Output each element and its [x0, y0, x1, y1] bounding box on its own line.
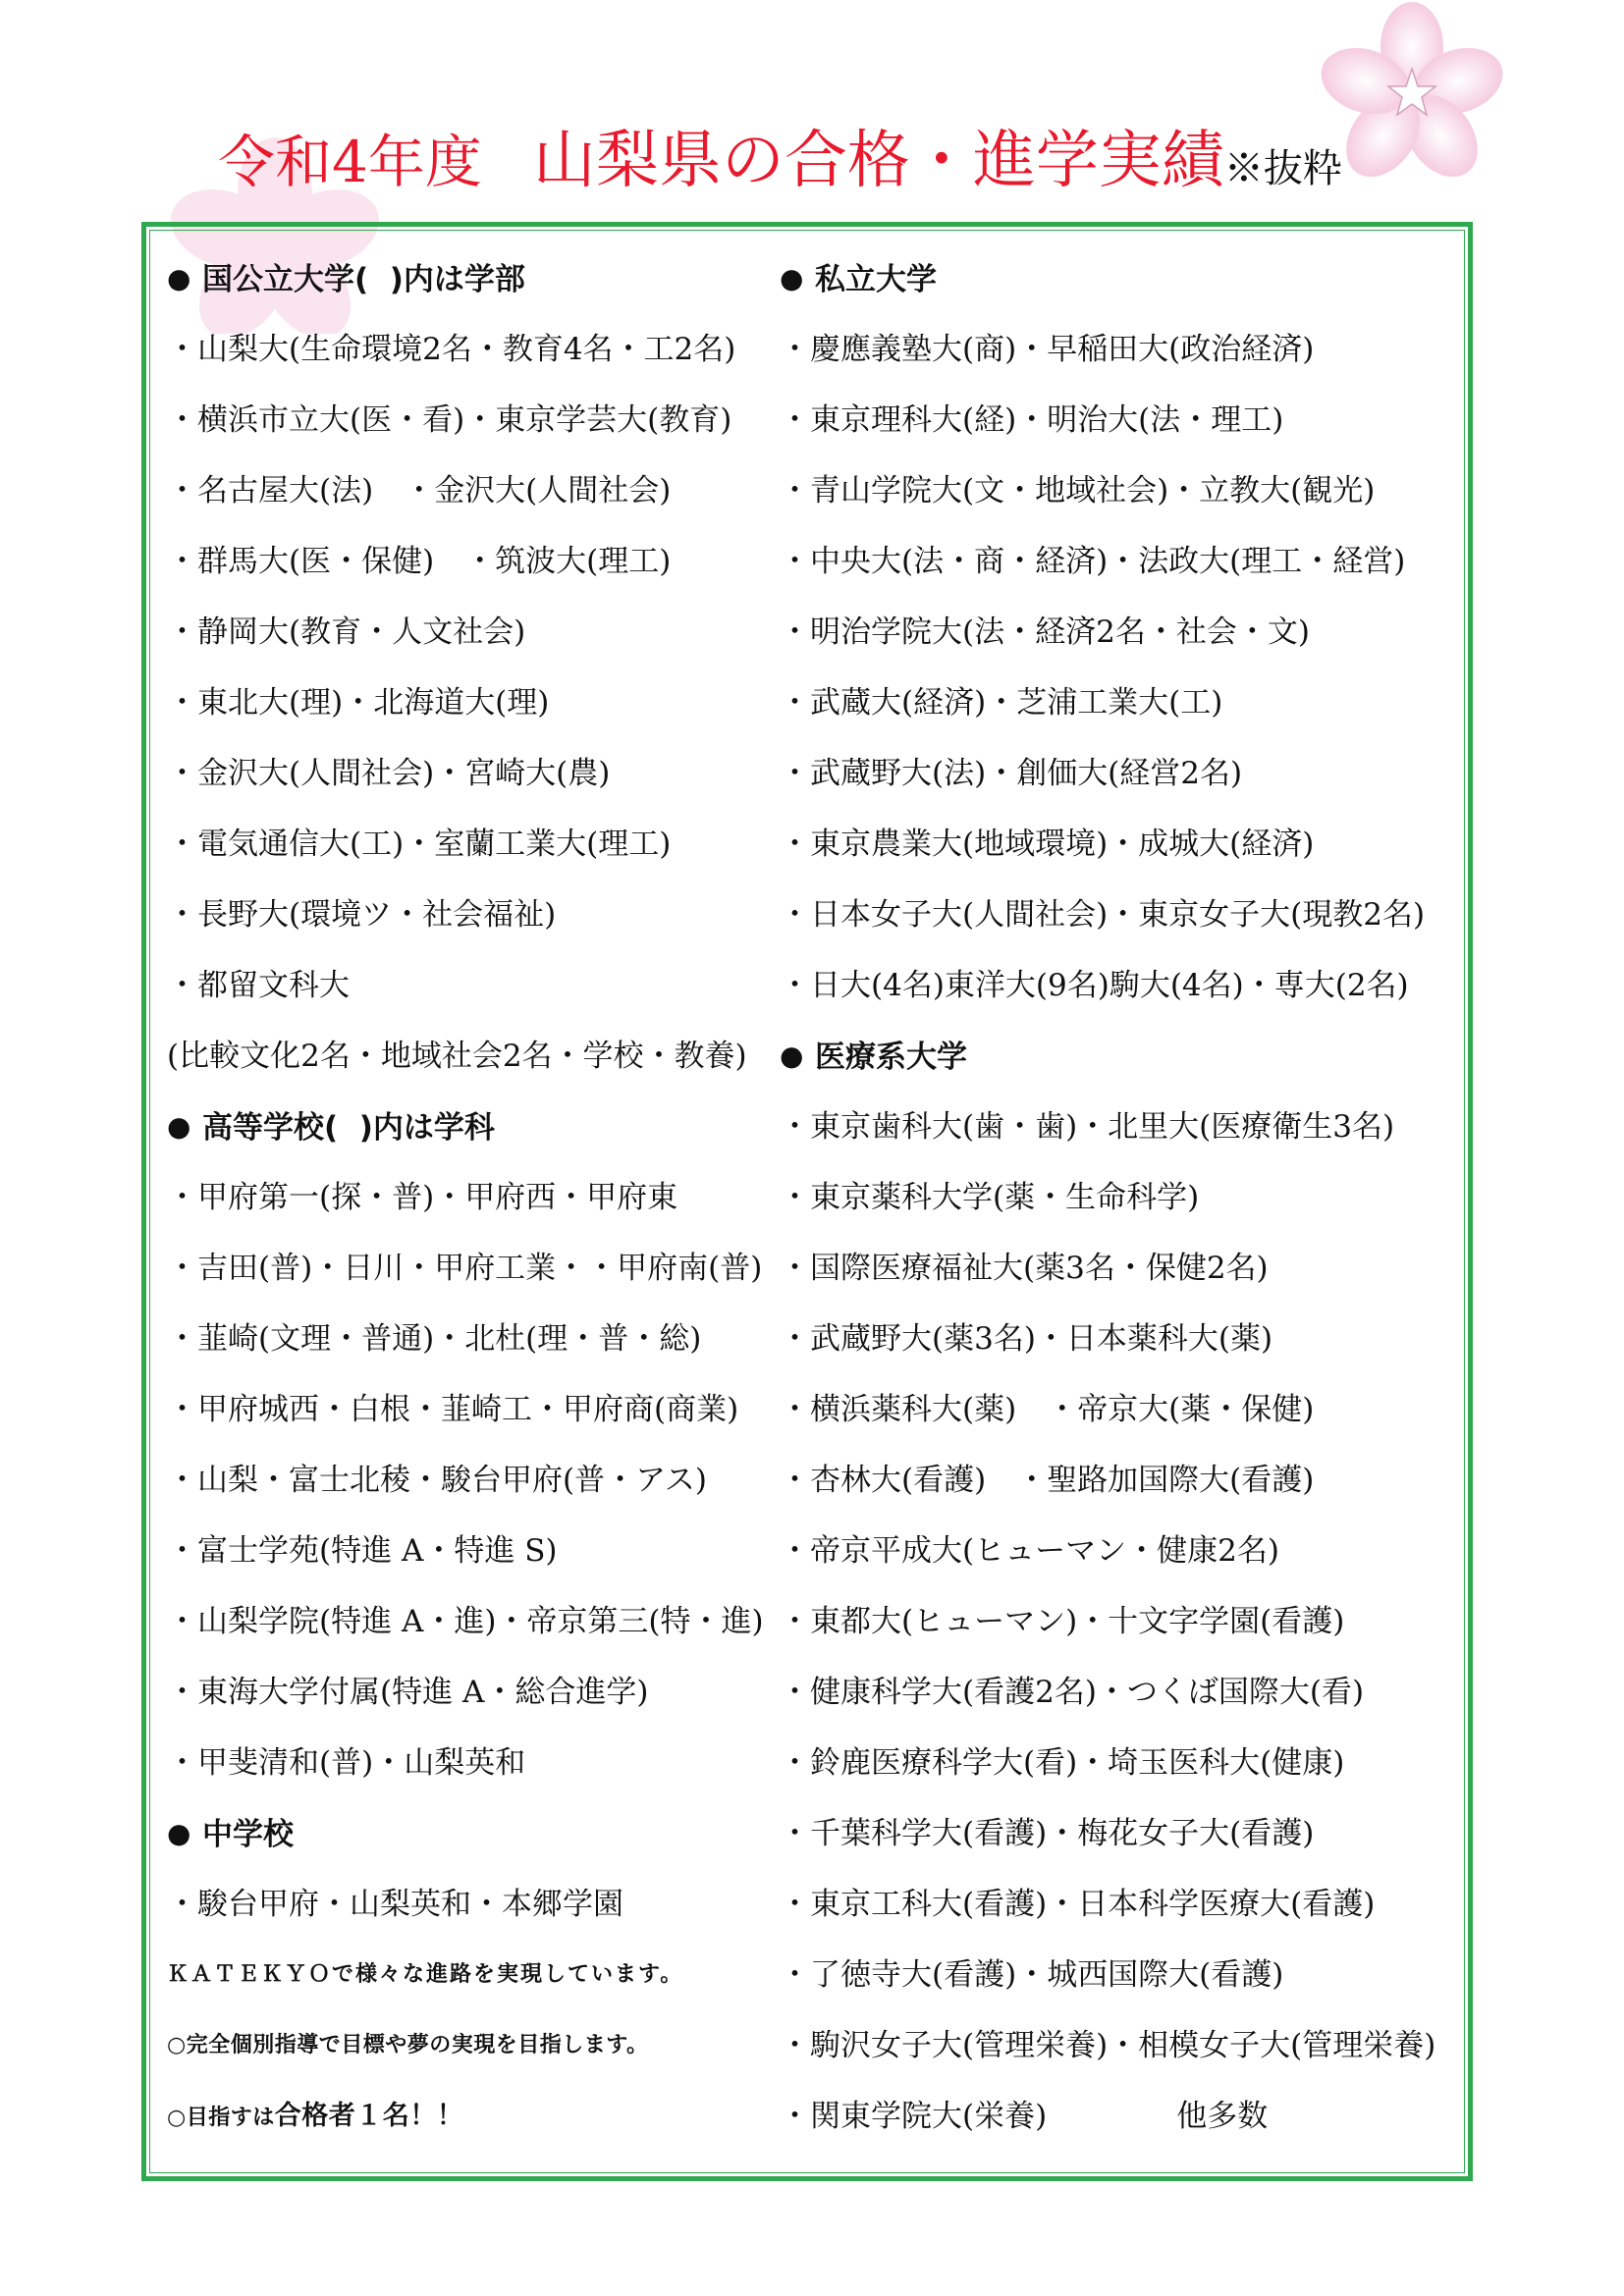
slogan-emphasis: 合格者１名！！ [274, 2101, 464, 2131]
section-heading-high-schools: ● 高等学校( )内は学科 [167, 1110, 495, 1146]
list-item: ・駒沢女子大(管理栄養)・相模女子大(管理栄養) [780, 2028, 1436, 2063]
list-item: ・中央大(法・商・経済)・法政大(理工・経営) [780, 544, 1406, 579]
list-item: ・武蔵大(経済)・芝浦工業大(工) [780, 685, 1223, 721]
list-item: ・杏林大(看護) ・聖路加国際大(看護) [780, 1463, 1315, 1498]
slogan-line: ○完全個別指導で目標や夢の実現を目指します。 [167, 2033, 649, 2057]
left-column [167, 253, 776, 2162]
list-item: ・東京理科大(経)・明治大(法・理工) [780, 402, 1284, 438]
list-item: ・東京工科大(看護)・日本科学医療大(看護) [780, 1887, 1376, 1922]
list-item: ・日本女子大(人間社会)・東京女子大(現教2名) [780, 897, 1426, 933]
others-note: 他多数 [1176, 2099, 1269, 2134]
list-item: ・国際医療福祉大(薬3名・保健2名) [780, 1251, 1269, 1286]
section-heading-national-universities: ● 国公立大学( )内は学部 [167, 262, 525, 297]
list-item: ・了徳寺大(看護)・城西国際大(看護) [780, 1957, 1284, 1993]
list-item: ・東海大学付属(特進 A・総合進学) [167, 1675, 649, 1710]
list-item: ・名古屋大(法) ・金沢大(人間社会) [167, 473, 672, 508]
list-item: ・日大(4名)東洋大(9名)駒大(4名)・専大(2名) [780, 968, 1409, 1003]
section-heading-medical-universities: ● 医療系大学 [780, 1040, 967, 1075]
list-item: ・帝京平成大(ヒューマン・健康2名) [780, 1533, 1279, 1569]
page-title [218, 110, 1494, 208]
slogan-line: ○目指すは合格者１名！！ [167, 2101, 464, 2131]
title-main: 山梨県の合格・進学実績 [532, 125, 1224, 197]
list-item: (比較文化2名・地域社会2名・学校・教養) [167, 1039, 747, 1074]
list-item: ・慶應義塾大(商)・早稲田大(政治経済) [780, 332, 1315, 367]
list-item: ・千葉科学大(看護)・梅花女子大(看護) [780, 1816, 1315, 1851]
list-item: ・群馬大(医・保健) ・筑波大(理工) [167, 544, 672, 579]
list-item: ・東京薬科大学(薬・生命科学) [780, 1180, 1200, 1215]
list-item: ・横浜市立大(医・看)・東京学芸大(教育) [167, 402, 732, 438]
list-item: ・山梨学院(特進 A・進)・帝京第三(特・進) [167, 1604, 764, 1639]
list-item: ・駿台甲府・山梨英和・本郷学園 [167, 1887, 623, 1922]
list-item: ・静岡大(教育・人文社会) [167, 614, 526, 650]
list-item: ・健康科学大(看護2名)・つくば国際大(看) [780, 1675, 1365, 1710]
section-heading-junior-high: ● 中学校 [167, 1817, 294, 1852]
list-item: ・横浜薬科大(薬) ・帝京大(薬・保健) [780, 1392, 1315, 1427]
list-item: ・甲斐清和(普)・山梨英和 [167, 1745, 526, 1781]
list-item: ・韮崎(文理・普通)・北杜(理・普・総) [167, 1321, 702, 1357]
list-item: ・吉田(普)・日川・甲府工業・・甲府南(普) [167, 1251, 763, 1286]
list-item: ・金沢大(人間社会)・宮崎大(農) [167, 756, 611, 791]
list-item: ・武蔵野大(法)・創価大(経営2名) [780, 756, 1243, 791]
list-item: ・東京農業大(地域環境)・成城大(経済) [780, 827, 1315, 862]
title-year: 令和4年度 [218, 129, 482, 195]
list-item: ・青山学院大(文・地域社会)・立教大(観光) [780, 473, 1376, 508]
list-item: ・長野大(環境ツ・社会福祉) [167, 897, 557, 933]
title-note: ※抜粋 [1223, 146, 1342, 191]
list-item: ・甲府城西・白根・韮崎工・甲府商(商業) [167, 1392, 739, 1427]
list-item: ・山梨・富士北稜・駿台甲府(普・アス) [167, 1463, 707, 1498]
list-item-last: ・関東学院大(栄養) 他多数 [780, 2091, 1467, 2162]
list-item: ・鈴鹿医療科学大(看)・埼玉医科大(健康) [780, 1745, 1345, 1781]
list-item: ・富士学苑(特進 A・特進 S) [167, 1533, 558, 1569]
list-item: ・甲府第一(探・普)・甲府西・甲府東 [167, 1180, 678, 1215]
list-item: ・山梨大(生命環境2名・教育4名・工2名) [167, 332, 736, 367]
right-column [780, 253, 1467, 2162]
list-item: ・電気通信大(工)・室蘭工業大(理工) [167, 827, 672, 862]
list-item: ・東北大(理)・北海道大(理) [167, 685, 550, 721]
slogan-line: ＫＡＴＥＫＹＯで様々な進路を実現しています。 [167, 1962, 684, 1987]
list-item: ・東都大(ヒューマン)・十文字学園(看護) [780, 1604, 1345, 1639]
list-item: ・東京歯科大(歯・歯)・北里大(医療衛生3名) [780, 1109, 1395, 1145]
list-item: ・武蔵野大(薬3名)・日本薬科大(薬) [780, 1321, 1273, 1357]
list-item: ・明治学院大(法・経済2名・社会・文) [780, 614, 1310, 650]
list-item: ・都留文科大 [167, 968, 350, 1003]
section-heading-private-universities: ● 私立大学 [780, 262, 937, 297]
